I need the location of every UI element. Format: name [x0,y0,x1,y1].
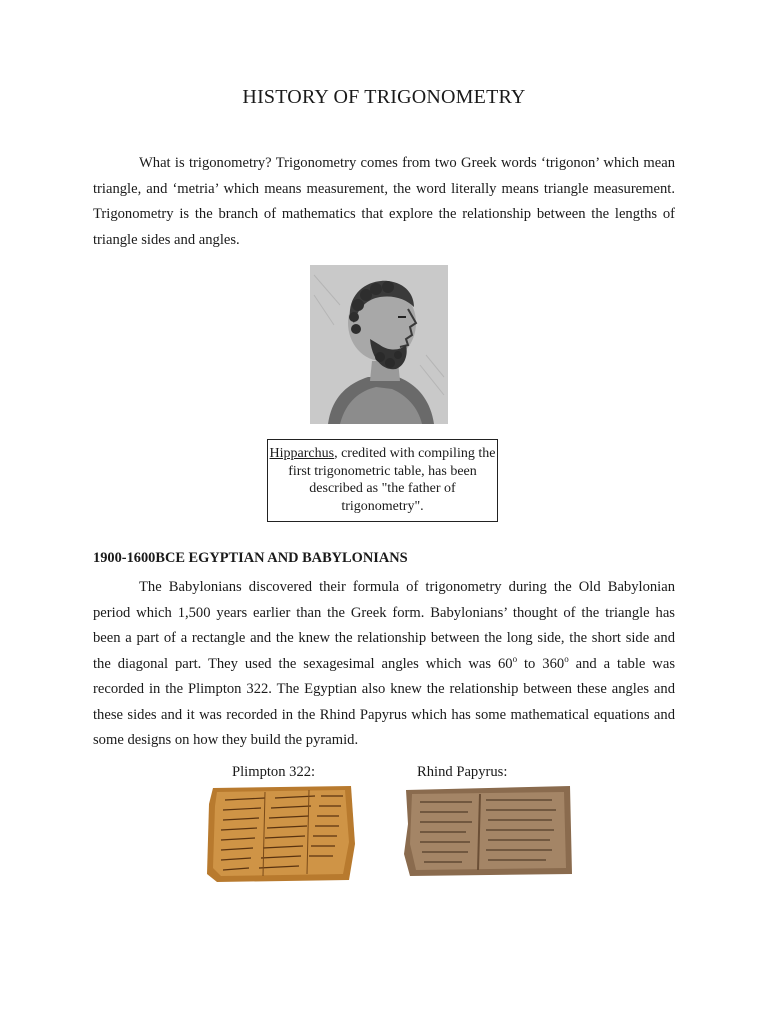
degree-sup-1: o [512,653,518,664]
hipparchus-portrait [310,265,448,424]
rhind-papyrus-image [402,784,574,878]
plimpton-label: Plimpton 322: [232,764,316,780]
portrait-engraving [310,265,448,424]
section-text-2: to 360 [517,655,565,672]
degree-sup-2: o [564,653,569,664]
portrait-caption [267,439,498,522]
page-title: HISTORY OF TRIGONOMETRY [242,86,526,108]
section-text-1: The Babylonians discovered their formula of trigonometry during the Old Babylonian period which 1,500 years earlier than the Greek form. Babylonians’ thought of the triangle has been a part of a rectangle and the knew the relationship between the long side, the short side and the diagonal part. They used the sexagesimal angles which was 60 [93,579,675,672]
hipparchus-name: Hipparchus [269,446,335,461]
section-heading: 1900-1600BCE EGYPTIAN AND BABYLONIANS [93,550,408,566]
clay-tablet [205,784,357,883]
intro-text: What is trigonometry? Trigonometry comes from two Greek words ‘trigonon’ which mean triangle, and ‘metria’ which means measurement, the word literally means triangle measurement. Trigonometry is the branch of mathematics that explore the relationship between the lengths of triangle sides and angles. [93,155,675,248]
section-text-3: and a table was recorded in the Plimpton 322. The Egyptian also knew the relationship between these angles and these sides and it was recorded in the Rhind Papyrus which has some mathematical equations and some designs on how they build the pyramid. [93,655,676,748]
plimpton-322-image [205,784,357,883]
caption-text: , credited with compiling the first trigonometric table, has been described as "the father of trigonometry". [288,446,496,514]
rhind-label: Rhind Papyrus: [417,764,508,780]
section-paragraph [93,575,675,754]
papyrus-scroll [402,784,574,878]
intro-paragraph [93,151,675,253]
